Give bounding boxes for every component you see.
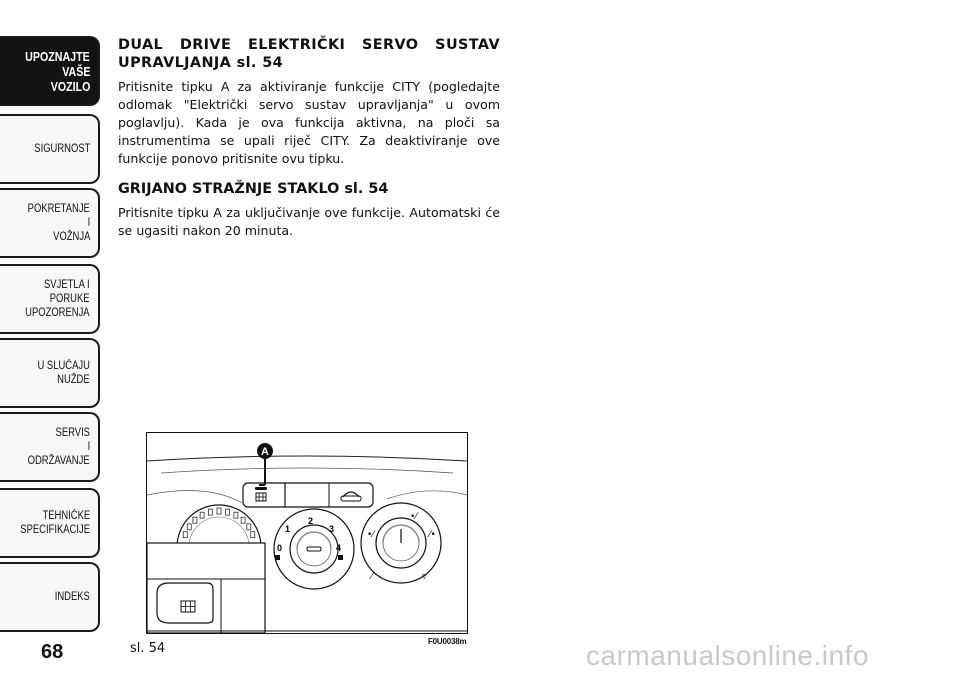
chapter-tab-3[interactable] <box>0 188 100 258</box>
fan-number-1: 1 <box>285 524 291 534</box>
fan-number-4: 4 <box>336 543 342 553</box>
fan-number-2: 2 <box>308 516 314 526</box>
gauge-tick <box>217 508 221 514</box>
section-title-dual-drive: DUAL DRIVE ELEKTRIČKI SERVO SUSTAV UPRAVLJANJA sl. 54 <box>118 37 500 71</box>
chapter-tab-label: I <box>87 217 90 229</box>
chapter-tab-7[interactable] <box>0 488 100 558</box>
chapter-tab-label: VOŽNJA <box>52 231 90 243</box>
gauge-tick <box>251 532 255 538</box>
chapter-tab-label: SIGURNOST <box>33 143 90 155</box>
page-number: 68 <box>41 641 64 663</box>
chapter-tab-label: TEHNIČKE <box>42 510 90 522</box>
gauge-tick <box>241 517 245 523</box>
chapter-tab-label: INDEKS <box>54 591 90 603</box>
dashboard-figure <box>146 432 468 634</box>
callout-a-label: A <box>261 446 269 458</box>
fan-number-3: 3 <box>329 524 335 534</box>
chapter-tab-label: POKRETANJE <box>27 203 90 215</box>
gauge-tick <box>247 524 251 530</box>
chapter-tab-label: SVJETLA I <box>44 279 90 291</box>
fan-bar-icon <box>275 555 280 560</box>
chapter-tab-4[interactable] <box>0 264 100 334</box>
gauge-tick <box>208 509 212 515</box>
chapter-tab-6[interactable] <box>0 412 100 482</box>
feet-face-icon: •⁄ <box>367 530 374 540</box>
chapter-tab-label: SERVIS <box>55 427 90 439</box>
windshield-feet-icon: ⁄• <box>429 530 436 540</box>
gauge-tick <box>226 509 230 515</box>
figure-caption: sl. 54 <box>130 641 166 656</box>
chapter-tab-2[interactable] <box>0 114 100 184</box>
gauge-tick <box>187 524 191 530</box>
callout-a <box>257 443 273 485</box>
fan-bar-icon <box>338 555 343 560</box>
chapter-tab-label: U SLUČAJU <box>37 360 90 372</box>
air-distribution-knob <box>361 503 441 583</box>
chapter-tab-label: UPOZNAJTE <box>25 48 90 64</box>
fan-number-0: 0 <box>277 543 283 553</box>
chapter-tab-label: VAŠE <box>61 63 90 79</box>
figure-code: F0U0038m <box>428 637 467 646</box>
chapter-tab-label: VOZILO <box>50 78 90 94</box>
dashboard-illustration <box>147 433 467 633</box>
feet-vent-icon: ⁄ <box>371 572 373 582</box>
face-vent-icon: •⁄ <box>410 512 417 522</box>
top-button-strip <box>243 483 373 507</box>
chapter-tab-label: SPECIFIKACIJE <box>20 524 90 536</box>
gauge-tick <box>200 512 204 518</box>
chapter-tab-label: I <box>87 441 90 453</box>
defrost-icon: ▿ <box>422 572 427 582</box>
lower-switch-panel <box>147 543 265 633</box>
page-content <box>118 36 500 240</box>
fan-speed-knob <box>274 509 354 589</box>
chapter-tab-8[interactable] <box>0 562 100 632</box>
chapter-tab-1[interactable] <box>0 36 100 106</box>
chapter-tab-label: ODRŽAVANJE <box>28 455 90 467</box>
chapter-tab-label: UPOZORENJA <box>25 307 90 319</box>
gauge-tick <box>193 517 197 523</box>
chapter-tab-5[interactable] <box>0 338 100 408</box>
gauge-tick <box>234 512 238 518</box>
section-body-heated-rear-window: Pritisnite tipku A za uključivanje ove funkcije. Automatski će se ugasiti nakon 20 minuta. <box>118 205 500 238</box>
section-body-dual-drive: Pritisnite tipku A za aktiviranje funkcije CITY (pogledajte odlomak "Električki servo sustav upravljanja" u ovom poglavlju). Kada je ova funkcija aktivna, na ploči sa instrumentima se upali riječ CITY. Za deaktiviranje ove funkcije ponovo pritisnite ovu tipku. <box>118 79 500 166</box>
chapter-tab-label: PORUKE <box>50 293 90 305</box>
chapter-tab-label: NUŽDE <box>57 374 90 386</box>
watermark: carmanualsonline.info <box>586 640 869 671</box>
section-title-heated-rear-window: GRIJANO STRAŽNJE STAKLO sl. 54 <box>118 181 389 197</box>
gauge-tick <box>183 532 187 538</box>
